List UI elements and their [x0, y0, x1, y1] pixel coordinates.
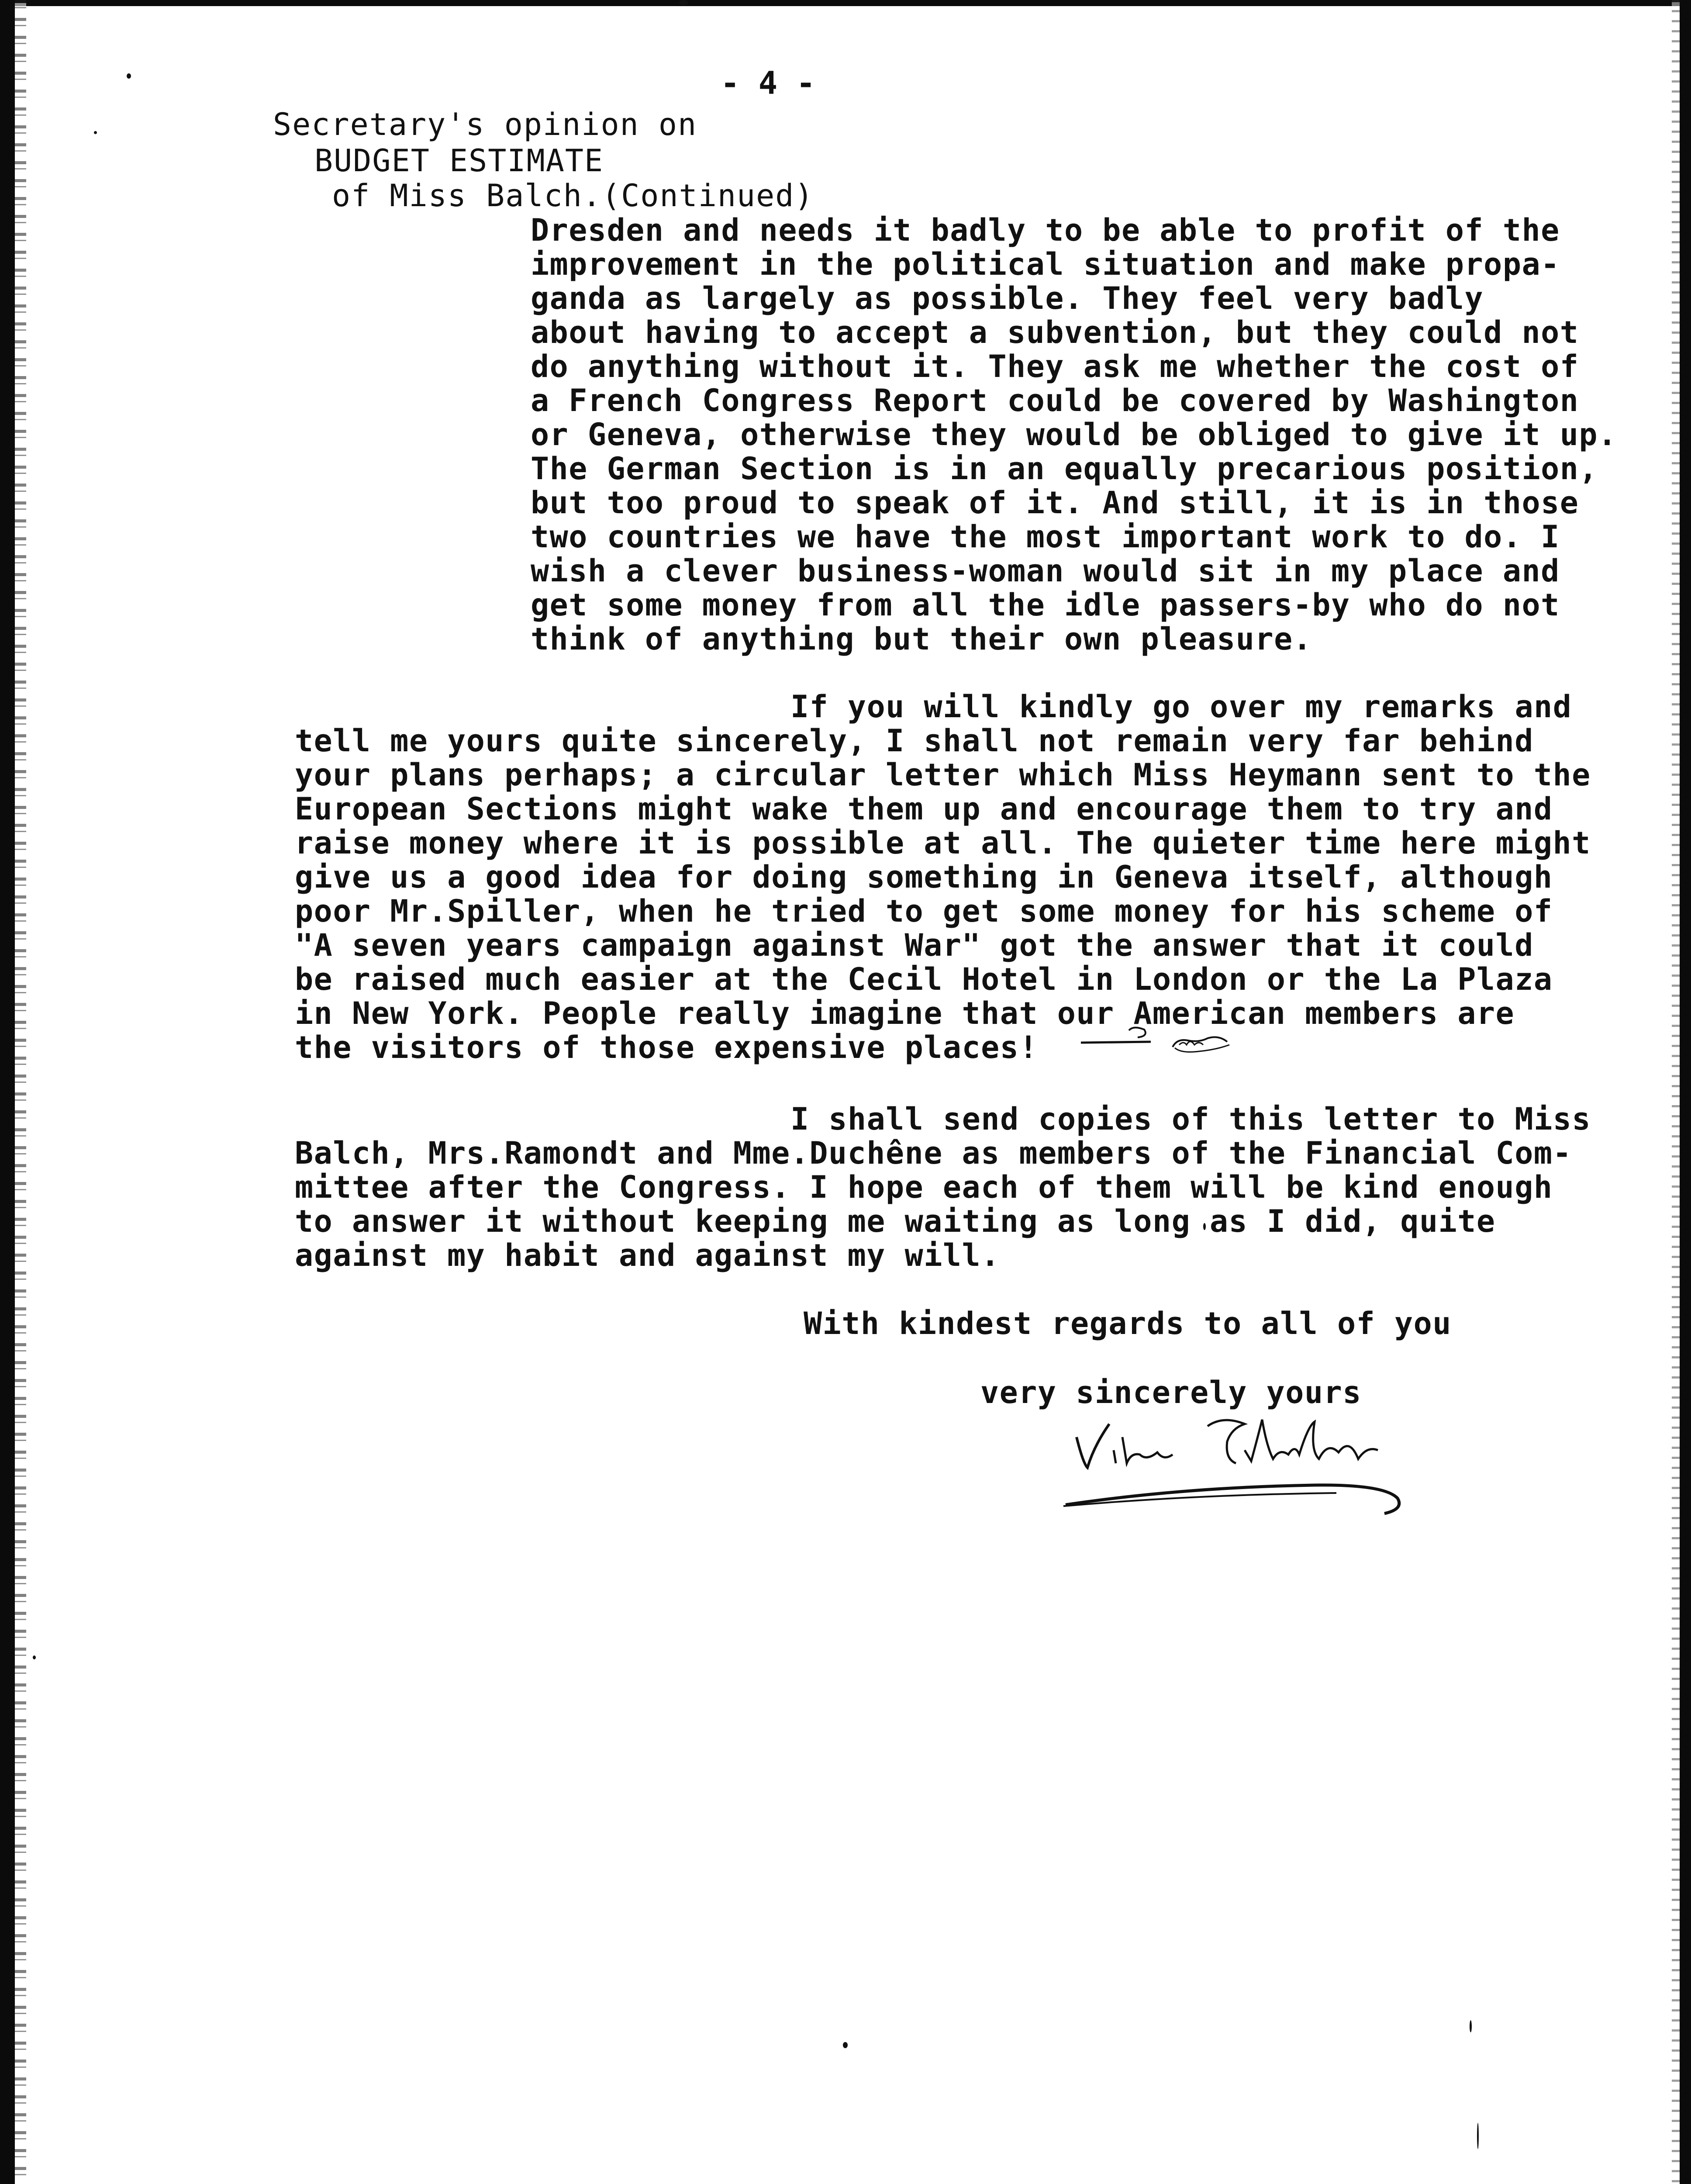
paragraph-1-line: two countries we have the most important work to do. I: [531, 519, 1560, 555]
signature: [1053, 1411, 1411, 1533]
paragraph-1-line: do anything without it. They ask me whether the cost of: [531, 349, 1579, 384]
scan-border-right-grain: [1672, 0, 1680, 2184]
scan-speck: [1477, 2123, 1479, 2149]
paragraph-3-line: I shall send copies of this letter to Miss: [790, 1101, 1591, 1137]
paragraph-2-line: poor Mr.Spiller, when he tried to get some money for his scheme of: [295, 893, 1553, 929]
paragraph-2-line: in New York. People really imagine that our American members are: [295, 995, 1515, 1031]
scan-speck: [127, 73, 131, 79]
paragraph-1-line: improvement in the political situation and make propa-: [531, 246, 1560, 282]
paragraph-1-line: think of anything but their own pleasure.: [531, 621, 1312, 657]
paragraph-2-line: your plans perhaps; a circular letter which Miss Heymann sent to the: [295, 757, 1591, 793]
scan-border-top: [0, 0, 1691, 6]
paragraph-2-line: be raised much easier at the Cecil Hotel in London or the La Plaza: [295, 961, 1553, 997]
paragraph-2-line: If you will kindly go over my remarks and: [790, 689, 1572, 725]
paragraph-1-line: Dresden and needs it badly to be able to profit of the: [531, 212, 1560, 248]
paragraph-2-line: the visitors of those expensive places!: [295, 1030, 1039, 1065]
paragraph-1-line: wish a clever business-woman would sit in my place and: [531, 553, 1560, 589]
scan-speck: [94, 131, 97, 134]
paragraph-3-line: to answer it without keeping me waiting as long as I did, quite: [295, 1203, 1496, 1239]
heading-line: of Miss Balch.(Continued): [332, 178, 814, 214]
paragraph-2-line: raise money where it is possible at all. The quieter time here might: [295, 825, 1591, 861]
paragraph-1-line: get some money from all the idle passers-by who do not: [531, 587, 1560, 623]
scan-speck: [1470, 2020, 1472, 2032]
paragraph-2-line: give us a good idea for doing something in Geneva itself, although: [295, 859, 1553, 895]
valediction-line: very sincerely yours: [980, 1375, 1362, 1410]
paragraph-2-line: European Sections might wake them up and encourage them to try and: [295, 791, 1553, 827]
paragraph-1-line: about having to accept a subvention, but they could not: [531, 314, 1579, 350]
scan-border-left-grain: [15, 0, 26, 2184]
heading-line: Secretary's opinion on: [273, 107, 697, 142]
paragraph-1-line: The German Section is in an equally precarious position,: [531, 451, 1598, 487]
closing-line: With kindest regards to all of you: [804, 1306, 1452, 1341]
paragraph-1-line: a French Congress Report could be covered by Washington: [531, 383, 1579, 418]
paragraph-1-line: ganda as largely as possible. They feel very badly: [531, 280, 1484, 316]
scan-border-right: [1680, 0, 1691, 2184]
paragraph-2-line: "A seven years campaign against War" got the answer that it could: [295, 927, 1534, 963]
paragraph-1-line: but too proud to speak of it. And still, it is in those: [531, 485, 1579, 521]
handwritten-correction: [1068, 1021, 1234, 1058]
paragraph-2-line: tell me yours quite sincerely, I shall not remain very far behind: [295, 723, 1534, 759]
paragraph-1-line: or Geneva, otherwise they would be obliged to give it up.: [531, 417, 1617, 453]
paragraph-3-line: mittee after the Congress. I hope each of them will be kind enough: [295, 1169, 1553, 1205]
scan-speck: [33, 1655, 36, 1659]
scan-border-left: [0, 0, 15, 2184]
scan-speck: [679, 0, 688, 5]
page-number: - 4 -: [721, 65, 815, 101]
paragraph-3-line: Balch, Mrs.Ramondt and Mme.Duchêne as members of the Financial Com-: [295, 1135, 1572, 1171]
scan-speck: [843, 2042, 848, 2048]
paragraph-3-line: against my habit and against my will.: [295, 1237, 1000, 1273]
heading-line: BUDGET ESTIMATE: [314, 143, 604, 179]
